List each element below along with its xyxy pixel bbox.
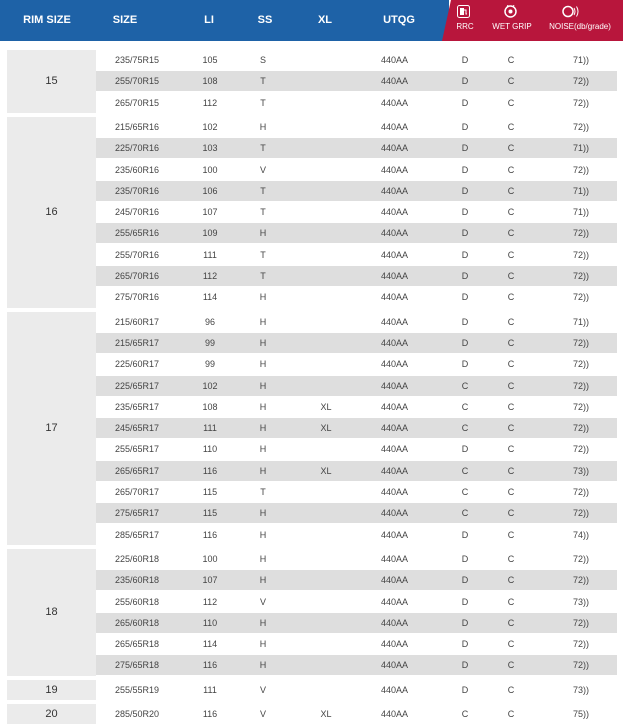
utqg-cell: 440AA bbox=[381, 401, 409, 412]
li-cell: 116 bbox=[202, 660, 218, 671]
utqg-cell: 440AA bbox=[381, 76, 409, 87]
wet-tire-icon bbox=[504, 5, 517, 18]
rrc-cell: C bbox=[461, 487, 469, 497]
size-cell: 235/60R18 bbox=[115, 575, 160, 586]
table-row bbox=[7, 592, 617, 612]
li-cell: 108 bbox=[202, 401, 218, 412]
header-utqg: UTQG bbox=[383, 14, 415, 26]
table-row bbox=[7, 655, 617, 675]
header-rim-size: RIM SIZE bbox=[23, 14, 71, 26]
ss-cell: H bbox=[259, 423, 267, 434]
noise-cell: 72)) bbox=[572, 660, 589, 671]
rrc-cell: C bbox=[461, 423, 469, 434]
rrc-cell: D bbox=[461, 207, 469, 218]
header-noise: NOISE(db/grade) bbox=[549, 22, 611, 31]
rrc-cell: C bbox=[461, 465, 469, 476]
ss-cell: H bbox=[259, 465, 267, 476]
utqg-cell: 440AA bbox=[381, 121, 409, 132]
table-row bbox=[7, 570, 617, 590]
utqg-cell: 440AA bbox=[381, 487, 409, 497]
wet-grip-cell: C bbox=[507, 617, 515, 628]
li-cell: 100 bbox=[202, 553, 218, 564]
wet-grip-cell: C bbox=[507, 76, 515, 87]
rrc-cell: D bbox=[461, 444, 469, 455]
rrc-cell: D bbox=[461, 359, 469, 370]
table-row bbox=[7, 245, 617, 265]
size-cell: 245/65R17 bbox=[115, 423, 160, 434]
noise-cell: 72)) bbox=[572, 639, 589, 650]
wet-grip-cell: C bbox=[507, 575, 515, 586]
noise-cell: 72)) bbox=[572, 487, 589, 497]
wet-grip-cell: C bbox=[507, 271, 515, 281]
utqg-cell: 440AA bbox=[381, 164, 409, 175]
noise-cell: 72)) bbox=[572, 401, 589, 412]
table-row bbox=[7, 482, 617, 502]
utqg-cell: 440AA bbox=[381, 228, 409, 239]
xl-cell bbox=[315, 592, 337, 612]
li-cell: 111 bbox=[203, 423, 217, 434]
table-row bbox=[7, 613, 617, 633]
table-row bbox=[7, 202, 617, 222]
noise-cell: 72)) bbox=[572, 271, 589, 281]
table-row bbox=[7, 418, 617, 438]
wet-grip-cell: C bbox=[507, 292, 515, 303]
table-row bbox=[7, 376, 617, 396]
xl-cell bbox=[315, 181, 337, 201]
wet-grip-cell: C bbox=[507, 465, 515, 476]
rim-size-cell: 19 bbox=[7, 680, 96, 700]
noise-cell: 71)) bbox=[572, 185, 589, 196]
li-cell: 116 bbox=[202, 529, 218, 540]
size-cell: 265/65R18 bbox=[115, 639, 160, 650]
rim-size-cell: 20 bbox=[7, 704, 96, 724]
rrc-cell: D bbox=[461, 316, 469, 327]
wet-grip-cell: C bbox=[507, 401, 515, 412]
ss-cell: V bbox=[259, 164, 266, 175]
size-cell: 235/75R15 bbox=[115, 55, 160, 65]
li-cell: 102 bbox=[202, 121, 218, 132]
li-cell: 100 bbox=[202, 164, 218, 175]
size-cell: 255/65R16 bbox=[115, 228, 160, 239]
utqg-cell: 440AA bbox=[381, 575, 409, 586]
li-cell: 111 bbox=[203, 249, 217, 260]
rrc-cell: D bbox=[461, 292, 469, 303]
li-cell: 102 bbox=[202, 380, 218, 391]
size-cell: 285/65R17 bbox=[115, 529, 160, 540]
wet-grip-cell: C bbox=[507, 684, 515, 695]
ss-cell: T bbox=[260, 143, 266, 154]
size-cell: 255/70R15 bbox=[115, 76, 160, 87]
ss-cell: H bbox=[259, 508, 267, 519]
size-cell: 255/70R16 bbox=[115, 249, 160, 260]
utqg-cell: 440AA bbox=[381, 639, 409, 650]
xl-cell bbox=[315, 376, 337, 396]
utqg-cell: 440AA bbox=[381, 97, 409, 108]
wet-grip-cell: C bbox=[507, 249, 515, 260]
table-row bbox=[7, 439, 617, 459]
rrc-cell: C bbox=[461, 401, 469, 412]
utqg-cell: 440AA bbox=[381, 380, 409, 391]
table-row bbox=[7, 71, 617, 91]
noise-cell: 72)) bbox=[572, 359, 589, 370]
header-size: SIZE bbox=[112, 14, 138, 26]
xl-cell bbox=[315, 223, 337, 243]
size-cell: 285/50R20 bbox=[115, 709, 160, 719]
noise-cell: 71)) bbox=[572, 143, 589, 154]
ss-cell: H bbox=[259, 401, 267, 412]
tire-noise-icon bbox=[562, 5, 580, 18]
rrc-cell: D bbox=[461, 271, 469, 281]
xl-cell bbox=[315, 245, 337, 265]
li-cell: 111 bbox=[203, 684, 217, 695]
ss-cell: H bbox=[259, 292, 267, 303]
xl-cell: XL bbox=[320, 709, 332, 719]
ss-cell: V bbox=[259, 596, 266, 607]
table-row bbox=[7, 223, 617, 243]
ss-cell: H bbox=[259, 553, 267, 564]
rrc-cell: D bbox=[461, 97, 469, 108]
table-row bbox=[7, 160, 617, 180]
rrc-cell: D bbox=[461, 143, 469, 154]
li-cell: 110 bbox=[202, 617, 218, 628]
size-cell: 235/60R16 bbox=[115, 164, 160, 175]
wet-grip-cell: C bbox=[507, 316, 515, 327]
wet-grip-cell: C bbox=[507, 121, 515, 132]
noise-cell: 73)) bbox=[572, 596, 589, 607]
rrc-cell: D bbox=[461, 684, 469, 695]
table-row bbox=[7, 266, 617, 286]
table-row bbox=[7, 333, 617, 353]
rrc-cell: D bbox=[461, 76, 469, 87]
li-cell: 99 bbox=[204, 359, 215, 370]
header-ss: SS bbox=[257, 14, 273, 26]
xl-cell bbox=[315, 160, 337, 180]
rrc-cell: D bbox=[461, 639, 469, 650]
wet-grip-cell: C bbox=[507, 529, 515, 540]
wet-grip-cell: C bbox=[507, 164, 515, 175]
wet-grip-cell: C bbox=[507, 553, 515, 564]
ss-cell: V bbox=[259, 684, 266, 695]
table-row bbox=[7, 525, 617, 545]
xl-cell: XL bbox=[320, 465, 332, 476]
ss-cell: T bbox=[260, 207, 266, 218]
noise-cell: 73)) bbox=[572, 684, 589, 695]
wet-grip-cell: C bbox=[507, 228, 515, 239]
li-cell: 103 bbox=[202, 143, 218, 154]
xl-cell bbox=[315, 312, 337, 332]
size-cell: 265/60R18 bbox=[115, 617, 160, 628]
li-cell: 110 bbox=[202, 444, 218, 455]
utqg-cell: 440AA bbox=[381, 660, 409, 671]
header-li: LI bbox=[204, 14, 214, 26]
header-xl: XL bbox=[317, 14, 333, 26]
utqg-cell: 440AA bbox=[381, 553, 409, 564]
noise-cell: 72)) bbox=[572, 76, 589, 87]
ss-cell: H bbox=[259, 639, 267, 650]
ss-cell: H bbox=[259, 121, 267, 132]
size-cell: 255/55R19 bbox=[115, 684, 160, 695]
li-cell: 116 bbox=[202, 465, 218, 476]
size-cell: 265/70R17 bbox=[115, 487, 160, 497]
utqg-cell: 440AA bbox=[381, 465, 409, 476]
size-cell: 275/70R16 bbox=[115, 292, 160, 303]
noise-cell: 72)) bbox=[572, 444, 589, 455]
wet-grip-cell: C bbox=[507, 55, 515, 65]
table-row bbox=[7, 503, 617, 523]
li-cell: 112 bbox=[202, 271, 218, 281]
ss-cell: H bbox=[259, 617, 267, 628]
noise-cell: 72)) bbox=[572, 164, 589, 175]
utqg-cell: 440AA bbox=[381, 444, 409, 455]
li-cell: 112 bbox=[202, 97, 218, 108]
table-row bbox=[7, 549, 617, 569]
noise-cell: 72)) bbox=[572, 508, 589, 519]
xl-cell bbox=[315, 71, 337, 91]
wet-grip-cell: C bbox=[507, 660, 515, 671]
ss-cell: H bbox=[259, 529, 267, 540]
li-cell: 107 bbox=[202, 575, 218, 586]
xl-cell bbox=[315, 525, 337, 545]
size-cell: 235/70R16 bbox=[115, 185, 160, 196]
rrc-cell: D bbox=[461, 55, 469, 65]
noise-cell: 72)) bbox=[572, 249, 589, 260]
li-cell: 115 bbox=[202, 487, 218, 497]
xl-cell bbox=[315, 117, 337, 137]
table-row bbox=[7, 312, 617, 332]
rrc-cell: D bbox=[461, 596, 469, 607]
rrc-cell: C bbox=[461, 709, 469, 719]
noise-cell: 72)) bbox=[572, 575, 589, 586]
xl-cell bbox=[315, 50, 337, 70]
ss-cell: T bbox=[260, 487, 266, 497]
li-cell: 109 bbox=[202, 228, 218, 239]
size-cell: 255/60R18 bbox=[115, 596, 160, 607]
ss-cell: H bbox=[259, 575, 267, 586]
wet-grip-cell: C bbox=[507, 709, 515, 719]
utqg-cell: 440AA bbox=[381, 55, 409, 65]
wet-grip-cell: C bbox=[507, 444, 515, 455]
li-cell: 105 bbox=[202, 55, 218, 65]
table-row bbox=[7, 93, 617, 113]
xl-cell bbox=[315, 138, 337, 158]
li-cell: 99 bbox=[204, 337, 215, 348]
size-cell: 235/65R17 bbox=[115, 401, 160, 412]
size-cell: 215/65R16 bbox=[115, 121, 160, 132]
xl-cell bbox=[315, 570, 337, 590]
utqg-cell: 440AA bbox=[381, 529, 409, 540]
wet-grip-cell: C bbox=[507, 185, 515, 196]
rim-size-cell: 16 bbox=[7, 117, 96, 308]
size-cell: 215/65R17 bbox=[115, 337, 160, 348]
noise-cell: 72)) bbox=[572, 423, 589, 434]
table-row bbox=[7, 634, 617, 654]
xl-cell bbox=[315, 202, 337, 222]
li-cell: 114 bbox=[202, 292, 218, 303]
wet-grip-cell: C bbox=[507, 596, 515, 607]
ss-cell: T bbox=[260, 76, 266, 87]
rrc-cell: D bbox=[461, 337, 469, 348]
utqg-cell: 440AA bbox=[381, 143, 409, 154]
wet-grip-cell: C bbox=[507, 359, 515, 370]
table-row bbox=[7, 138, 617, 158]
li-cell: 107 bbox=[202, 207, 218, 218]
wet-grip-cell: C bbox=[507, 97, 515, 108]
utqg-cell: 440AA bbox=[381, 316, 409, 327]
utqg-cell: 440AA bbox=[381, 508, 409, 519]
rrc-cell: D bbox=[461, 185, 469, 196]
ss-cell: V bbox=[259, 709, 266, 719]
noise-cell: 71)) bbox=[572, 316, 589, 327]
utqg-cell: 440AA bbox=[381, 207, 409, 218]
xl-cell bbox=[315, 482, 337, 502]
table-row bbox=[7, 181, 617, 201]
header-rrc: RRC bbox=[456, 22, 474, 31]
fuel-pump-icon bbox=[457, 5, 470, 18]
noise-cell: 74)) bbox=[572, 529, 589, 540]
xl-cell bbox=[315, 549, 337, 569]
li-cell: 114 bbox=[202, 639, 218, 650]
rrc-cell: D bbox=[461, 660, 469, 671]
rrc-cell: D bbox=[461, 249, 469, 260]
wet-grip-cell: C bbox=[507, 380, 515, 391]
ss-cell: T bbox=[260, 97, 266, 108]
rrc-cell: D bbox=[461, 553, 469, 564]
ss-cell: T bbox=[260, 249, 266, 260]
table-row bbox=[7, 397, 617, 417]
utqg-cell: 440AA bbox=[381, 292, 409, 303]
utqg-cell: 440AA bbox=[381, 271, 409, 281]
li-cell: 108 bbox=[202, 76, 218, 87]
size-cell: 265/70R15 bbox=[115, 97, 160, 108]
utqg-cell: 440AA bbox=[381, 249, 409, 260]
xl-cell bbox=[315, 354, 337, 374]
table-row bbox=[7, 50, 617, 70]
header-wet-grip: WET GRIP bbox=[492, 22, 532, 31]
li-cell: 115 bbox=[202, 508, 218, 519]
xl-cell bbox=[315, 680, 337, 700]
wet-grip-cell: C bbox=[507, 487, 515, 497]
rrc-cell: C bbox=[461, 508, 469, 519]
utqg-cell: 440AA bbox=[381, 185, 409, 196]
ss-cell: H bbox=[259, 660, 267, 671]
ss-cell: S bbox=[259, 55, 266, 65]
xl-cell bbox=[315, 634, 337, 654]
size-cell: 225/60R17 bbox=[115, 359, 160, 370]
utqg-cell: 440AA bbox=[381, 423, 409, 434]
size-cell: 265/65R17 bbox=[115, 465, 160, 476]
ss-cell: T bbox=[260, 185, 266, 196]
table-row bbox=[7, 704, 617, 724]
noise-cell: 72)) bbox=[572, 617, 589, 628]
noise-cell: 71)) bbox=[572, 55, 589, 65]
xl-cell bbox=[315, 287, 337, 307]
xl-cell bbox=[315, 503, 337, 523]
xl-cell bbox=[315, 655, 337, 675]
noise-cell: 75)) bbox=[572, 709, 589, 719]
table-header bbox=[0, 0, 623, 41]
utqg-cell: 440AA bbox=[381, 617, 409, 628]
size-cell: 275/65R17 bbox=[115, 508, 160, 519]
size-cell: 215/60R17 bbox=[115, 316, 160, 327]
table-row bbox=[7, 461, 617, 481]
ss-cell: H bbox=[259, 359, 267, 370]
noise-cell: 72)) bbox=[572, 292, 589, 303]
noise-cell: 73)) bbox=[572, 465, 589, 476]
li-cell: 96 bbox=[204, 316, 215, 327]
utqg-cell: 440AA bbox=[381, 709, 409, 719]
size-cell: 265/70R16 bbox=[115, 271, 160, 281]
rim-size-cell: 15 bbox=[7, 50, 96, 113]
wet-grip-cell: C bbox=[507, 337, 515, 348]
rrc-cell: D bbox=[461, 529, 469, 540]
xl-cell: XL bbox=[320, 423, 332, 434]
table-row bbox=[7, 680, 617, 700]
ss-cell: H bbox=[259, 337, 267, 348]
wet-grip-cell: C bbox=[507, 207, 515, 218]
table-row bbox=[7, 117, 617, 137]
li-cell: 106 bbox=[202, 185, 218, 196]
xl-cell bbox=[315, 439, 337, 459]
size-cell: 275/65R18 bbox=[115, 660, 160, 671]
utqg-cell: 440AA bbox=[381, 596, 409, 607]
wet-grip-cell: C bbox=[507, 423, 515, 434]
wet-grip-cell: C bbox=[507, 508, 515, 519]
wet-grip-cell: C bbox=[507, 143, 515, 154]
noise-cell: 72)) bbox=[572, 553, 589, 564]
noise-cell: 72)) bbox=[572, 228, 589, 239]
rrc-cell: D bbox=[461, 617, 469, 628]
rrc-cell: C bbox=[461, 380, 469, 391]
noise-cell: 72)) bbox=[572, 121, 589, 132]
size-cell: 255/65R17 bbox=[115, 444, 160, 455]
noise-cell: 72)) bbox=[572, 97, 589, 108]
utqg-cell: 440AA bbox=[381, 337, 409, 348]
ss-cell: T bbox=[260, 271, 266, 281]
li-cell: 116 bbox=[202, 709, 218, 719]
table-row bbox=[7, 354, 617, 374]
table-row bbox=[7, 287, 617, 307]
rrc-cell: D bbox=[461, 121, 469, 132]
utqg-cell: 440AA bbox=[381, 359, 409, 370]
ss-cell: H bbox=[259, 444, 267, 455]
rrc-cell: D bbox=[461, 575, 469, 586]
rrc-cell: D bbox=[461, 164, 469, 175]
xl-cell bbox=[315, 613, 337, 633]
rim-size-cell: 17 bbox=[7, 312, 96, 545]
size-cell: 225/60R18 bbox=[115, 553, 160, 564]
noise-cell: 72)) bbox=[572, 337, 589, 348]
ss-cell: H bbox=[259, 228, 267, 239]
li-cell: 112 bbox=[202, 596, 218, 607]
noise-cell: 71)) bbox=[572, 207, 589, 218]
xl-cell bbox=[315, 333, 337, 353]
noise-cell: 72)) bbox=[572, 380, 589, 391]
size-cell: 225/65R17 bbox=[115, 380, 160, 391]
xl-cell bbox=[315, 93, 337, 113]
wet-grip-cell: C bbox=[507, 639, 515, 650]
size-cell: 225/70R16 bbox=[115, 143, 160, 154]
xl-cell bbox=[315, 266, 337, 286]
size-cell: 245/70R16 bbox=[115, 207, 160, 218]
rim-size-cell: 18 bbox=[7, 549, 96, 676]
rrc-cell: D bbox=[461, 228, 469, 239]
ss-cell: H bbox=[259, 380, 267, 391]
ss-cell: H bbox=[259, 316, 267, 327]
xl-cell: XL bbox=[320, 401, 332, 412]
utqg-cell: 440AA bbox=[381, 684, 409, 695]
